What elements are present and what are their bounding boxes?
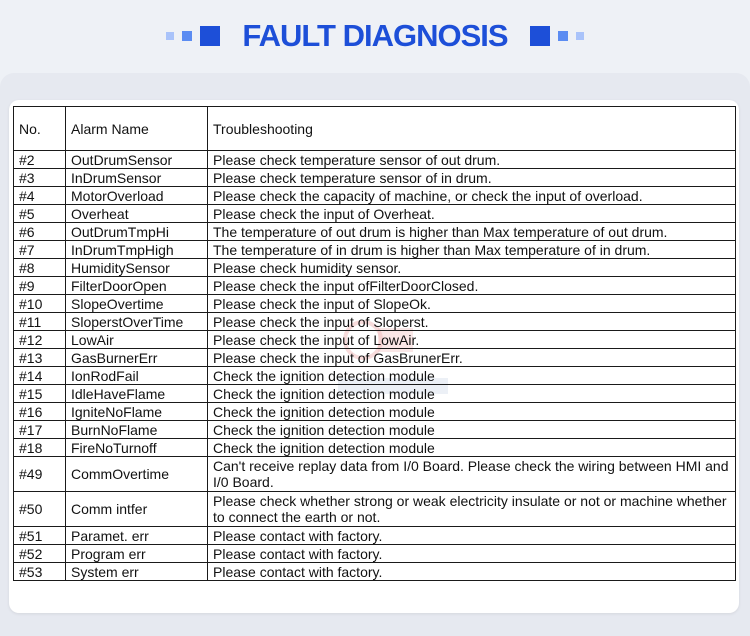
alarm-name-cell: Program err: [66, 545, 208, 563]
troubleshooting-cell: Please check the input of Overheat.: [208, 205, 736, 223]
table-row: [14, 367, 736, 385]
alarm-name-cell: IgniteNoFlame: [66, 403, 208, 421]
fault-number-cell: #3: [14, 169, 66, 187]
decor-square-icon: [530, 26, 550, 46]
alarm-name-cell: LowAir: [66, 331, 208, 349]
troubleshooting-cell: The temperature of out drum is higher than Max temperature of out drum.: [208, 223, 736, 241]
fault-number-cell: #7: [14, 241, 66, 259]
troubleshooting-cell: Check the ignition detection module: [208, 421, 736, 439]
decor-square-icon: [576, 32, 584, 40]
troubleshooting-cell: Please check temperature sensor of out drum.: [208, 151, 736, 169]
fault-number-cell: #52: [14, 545, 66, 563]
alarm-name-cell: Comm intfer: [66, 492, 208, 527]
fault-number-cell: #6: [14, 223, 66, 241]
table-row: [14, 295, 736, 313]
table-row: [14, 223, 736, 241]
alarm-name-cell: IonRodFail: [66, 367, 208, 385]
troubleshooting-cell: Check the ignition detection module: [208, 439, 736, 457]
troubleshooting-cell: Please check the input of GasBrunerErr.: [208, 349, 736, 367]
table-row: [14, 205, 736, 223]
fault-number-cell: #2: [14, 151, 66, 169]
table-row: [14, 403, 736, 421]
table-row: [14, 151, 736, 169]
fault-table: [13, 106, 736, 581]
table-row: [14, 421, 736, 439]
decor-square-icon: [166, 32, 174, 40]
troubleshooting-cell: Please check the input of LowAir.: [208, 331, 736, 349]
troubleshooting-cell: Check the ignition detection module: [208, 367, 736, 385]
table-row: [14, 527, 736, 545]
decor-square-icon: [182, 31, 192, 41]
table-row: [14, 241, 736, 259]
table-row: [14, 545, 736, 563]
alarm-name-cell: InDrumTmpHigh: [66, 241, 208, 259]
table-row: [14, 187, 736, 205]
fault-number-cell: #51: [14, 527, 66, 545]
fault-number-cell: #4: [14, 187, 66, 205]
fault-number-cell: #17: [14, 421, 66, 439]
alarm-name-cell: Paramet. err: [66, 527, 208, 545]
troubleshooting-cell: Please contact with factory.: [208, 545, 736, 563]
table-row: [14, 563, 736, 581]
troubleshooting-cell: Can't receive replay data from I/0 Board. Please check the wiring between HMI and I/0 Board.: [208, 457, 736, 492]
table-row: [14, 349, 736, 367]
alarm-name-cell: IdleHaveFlame: [66, 385, 208, 403]
alarm-name-cell: OutDrumSensor: [66, 151, 208, 169]
troubleshooting-cell: Check the ignition detection module: [208, 385, 736, 403]
alarm-name-cell: MotorOverload: [66, 187, 208, 205]
table-header-row: [14, 107, 736, 151]
troubleshooting-cell: The temperature of in drum is higher than Max temperature of in drum.: [208, 241, 736, 259]
troubleshooting-cell: Please check temperature sensor of in drum.: [208, 169, 736, 187]
column-header-troubleshooting: Troubleshooting: [208, 107, 736, 151]
table-row: [14, 259, 736, 277]
alarm-name-cell: CommOvertime: [66, 457, 208, 492]
fault-number-cell: #50: [14, 492, 66, 527]
column-header-alarm-name: Alarm Name: [66, 107, 208, 151]
fault-number-cell: #10: [14, 295, 66, 313]
page-header: [0, 0, 750, 72]
troubleshooting-cell: Please check whether strong or weak electricity insulate or not or machine whether to connect the earth or not.: [208, 492, 736, 527]
troubleshooting-cell: Please contact with factory.: [208, 527, 736, 545]
table-row: [14, 169, 736, 187]
troubleshooting-cell: Check the ignition detection module: [208, 403, 736, 421]
troubleshooting-cell: Please check the input of Sloperst.: [208, 313, 736, 331]
alarm-name-cell: GasBurnerErr: [66, 349, 208, 367]
fault-number-cell: #16: [14, 403, 66, 421]
page-title: FAULT DIAGNOSIS: [242, 18, 508, 53]
fault-number-cell: #13: [14, 349, 66, 367]
fault-number-cell: #15: [14, 385, 66, 403]
fault-number-cell: #14: [14, 367, 66, 385]
fault-number-cell: #49: [14, 457, 66, 492]
troubleshooting-cell: Please check the input of SlopeOk.: [208, 295, 736, 313]
alarm-name-cell: System err: [66, 563, 208, 581]
table-row: [14, 457, 736, 492]
fault-number-cell: #11: [14, 313, 66, 331]
table-row: [14, 331, 736, 349]
fault-number-cell: #5: [14, 205, 66, 223]
fault-number-cell: #53: [14, 563, 66, 581]
table-row: [14, 492, 736, 527]
table-row: [14, 313, 736, 331]
alarm-name-cell: FireNoTurnoff: [66, 439, 208, 457]
fault-number-cell: #8: [14, 259, 66, 277]
alarm-name-cell: BurnNoFlame: [66, 421, 208, 439]
fault-number-cell: #12: [14, 331, 66, 349]
alarm-name-cell: InDrumSensor: [66, 169, 208, 187]
fault-number-cell: #9: [14, 277, 66, 295]
alarm-name-cell: FilterDoorOpen: [66, 277, 208, 295]
troubleshooting-cell: Please contact with factory.: [208, 563, 736, 581]
decor-square-icon: [200, 26, 220, 46]
alarm-name-cell: SloperstOverTime: [66, 313, 208, 331]
fault-number-cell: #18: [14, 439, 66, 457]
troubleshooting-cell: Please check the capacity of machine, or check the input of overload.: [208, 187, 736, 205]
troubleshooting-cell: Please check the input ofFilterDoorClosed.: [208, 277, 736, 295]
table-row: [14, 385, 736, 403]
column-header-no: No.: [14, 107, 66, 151]
alarm-name-cell: OutDrumTmpHi: [66, 223, 208, 241]
table-row: [14, 277, 736, 295]
troubleshooting-cell: Please check humidity sensor.: [208, 259, 736, 277]
alarm-name-cell: HumiditySensor: [66, 259, 208, 277]
table-row: [14, 439, 736, 457]
decor-square-icon: [558, 31, 568, 41]
alarm-name-cell: SlopeOvertime: [66, 295, 208, 313]
alarm-name-cell: Overheat: [66, 205, 208, 223]
